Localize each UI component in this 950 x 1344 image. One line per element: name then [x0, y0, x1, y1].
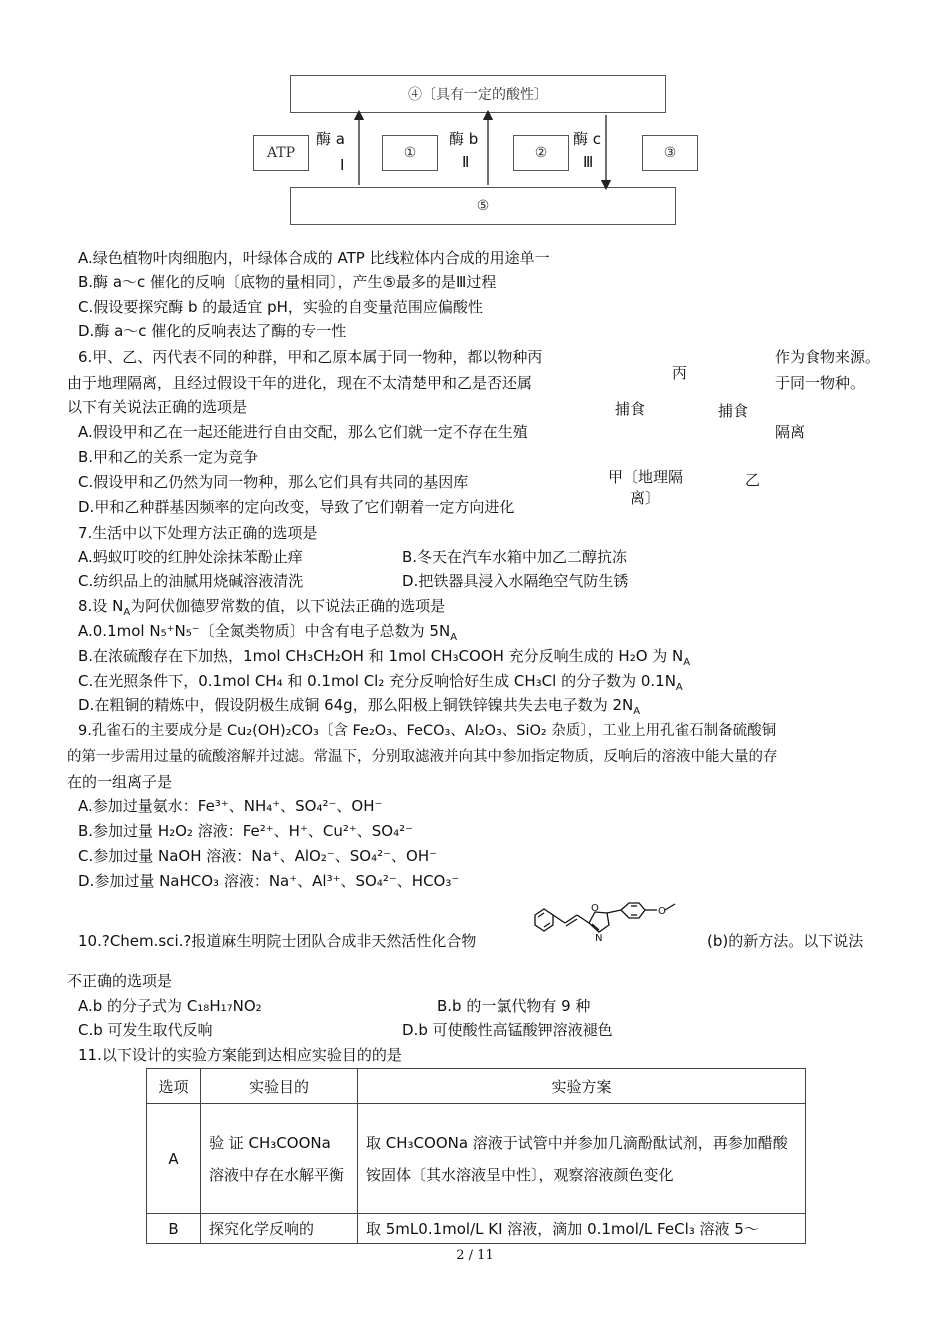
box-1: ①: [382, 135, 438, 171]
table-header-option: 选项: [147, 1069, 201, 1104]
mol-atom-n: N: [595, 933, 603, 944]
q9-stem-2: 的第一步需用过量的硫酸溶解并过滤。常温下，分别取滤液并向其中参加指定物质，反响后的溶液中能大量的存: [67, 749, 778, 765]
fig-yi: 乙: [745, 471, 761, 489]
q6-isolation-word: 隔离: [775, 423, 806, 441]
q6-option-a: A.假设甲和乙在一起还能进行自由交配，那么它们就一定不存在生殖: [78, 423, 528, 441]
q6-stem-1: 6.甲、乙、丙代表不同的种群，甲和乙原本属于同一物种，都以物种丙: [78, 348, 543, 366]
q10-option-b: B.b 的一氯代物有 9 种: [437, 997, 591, 1015]
table-header-plan: 实验方案: [358, 1069, 806, 1104]
molecule-structure-b: [525, 893, 715, 953]
q7-option-d: D.把铁器具浸入水隔绝空气防生锈: [402, 572, 629, 590]
table-cell-plan: 取 CH₃COONa 溶液于试管中并参加几滴酚酞试剂，再参加醋酸铵固体〔其水溶液呈中性〕，观察溶液颜色变化: [358, 1104, 806, 1214]
enzyme-c-label: 酶 c: [573, 130, 602, 148]
table-row: [147, 1104, 806, 1214]
q8-option-c: C.在光照条件下，0.1mol CH₄ 和 0.1mol Cl₂ 充分反响恰好生成 CH₃Cl 的分子数为 $0.1N_A$: [78, 672, 683, 693]
bottom-box: ⑤: [290, 187, 676, 225]
q7-option-b: B.冬天在汽车水箱中加乙二醇抗冻: [402, 548, 628, 566]
q8-option-d: D.在粗铜的精炼中，假设阴极生成铜 64g，那么阳极上铜铁锌镍共失去电子数为 $2N_A$: [78, 696, 641, 717]
fig-li: 离〕: [630, 489, 661, 507]
q10-stem-post: (b)的新方法。以下说法: [707, 932, 864, 950]
q7-option-c: C.纺织品上的油腻用烧碱溶液清洗: [78, 572, 304, 590]
enzyme-b-label: 酶 b: [449, 130, 479, 148]
top-box: ④〔具有一定的酸性〕: [290, 75, 666, 113]
q7-option-a: A.蚂蚁叮咬的红肿处涂抹苯酚止痒: [78, 548, 303, 566]
step-2-label: Ⅱ: [462, 153, 470, 171]
q6-stem-2-end: 于同一物种。: [775, 374, 866, 392]
q5-option-a: A.绿色植物叶肉细胞内，叶绿体合成的 ATP 比线粒体内合成的用途单一: [78, 249, 550, 267]
q6-stem-3: 以下有关说法正确的选项是: [67, 398, 248, 416]
table-cell-option: A: [147, 1104, 201, 1214]
q10-option-c: C.b 可发生取代反响: [78, 1021, 213, 1039]
q11-stem: 11.以下设计的实验方案能到达相应实验目的的是: [78, 1046, 402, 1064]
table-header-purpose: 实验目的: [201, 1069, 358, 1104]
q8-stem: 8.设 $N_A$为阿伏伽德罗常数的值，以下说法正确的选项是: [78, 597, 446, 618]
fig-jia: 甲〔地理隔: [608, 468, 684, 486]
fig-prey-1: 捕食: [615, 400, 646, 418]
table-cell-purpose: 验 证 CH₃COONa 溶液中存在水解平衡: [201, 1104, 358, 1214]
q9-stem-1: 9.孔雀石的主要成分是 Cu₂(OH)₂CO₃〔含 Fe₂O₃、FeCO₃、Al₂O₃、SiO₂ 杂质〕，工业上用孔雀石制备硫酸铜: [78, 723, 777, 739]
q5-option-d: D.酶 a～c 催化的反响表达了酶的专一性: [78, 322, 347, 340]
mol-atom-o-ring: O: [591, 903, 599, 914]
page-number: 2 / 11: [456, 1248, 494, 1263]
q9-stem-3: 在的一组离子是: [67, 773, 173, 791]
q9-option-a: A.参加过量氨水：Fe³⁺、NH₄⁺、SO₄²⁻、OH⁻: [78, 797, 383, 815]
q8-option-a: A.0.1mol N₅⁺N₅⁻〔全氮类物质〕中含有电子总数为 $5N_A$: [78, 622, 458, 643]
enzyme-a-label: 酶 a: [316, 130, 345, 148]
q8-option-b: B.在浓硫酸存在下加热，1mol CH₃CH₂OH 和 1mol CH₃COOH 充分反响生成的 H₂O 为 $N_A$: [78, 647, 691, 668]
table-cell-plan: 取 5mL0.1mol/L KI 溶液，滴加 0.1mol/L FeCl₃ 溶液 5～: [358, 1214, 806, 1244]
fig-bing: 丙: [672, 364, 688, 382]
table-row: [147, 1214, 806, 1244]
q10-stem-2: 不正确的选项是: [67, 972, 173, 990]
q6-option-d: D.甲和乙种群基因频率的定向改变，导致了它们朝着一定方向进化: [78, 498, 515, 516]
experiment-table: [146, 1068, 806, 1244]
q5-option-c: C.假设要探究酶 b 的最适宜 pH，实验的自变量范围应偏酸性: [78, 298, 483, 316]
fig-prey-2: 捕食: [718, 402, 749, 420]
q6-option-c: C.假设甲和乙仍然为同一物种，那么它们具有共同的基因库: [78, 473, 469, 491]
atp-box: ATP: [253, 135, 309, 171]
q9-option-b: B.参加过量 H₂O₂ 溶液：Fe²⁺、H⁺、Cu²⁺、SO₄²⁻: [78, 822, 414, 840]
q9-option-c: C.参加过量 NaOH 溶液：Na⁺、AlO₂⁻、SO₄²⁻、OH⁻: [78, 847, 438, 865]
q6-stem-2: 由于地理隔离，且经过假设干年的进化，现在不太清楚甲和乙是否还属: [67, 374, 533, 392]
q5-option-b: B.酶 a～c 催化的反响〔底物的量相同〕，产生⑤最多的是Ⅲ过程: [78, 273, 497, 291]
q9-option-d: D.参加过量 NaHCO₃ 溶液：Na⁺、Al³⁺、SO₄²⁻、HCO₃⁻: [78, 872, 460, 890]
table-header-row: [147, 1069, 806, 1104]
box-3: ③: [642, 135, 698, 171]
step-3-label: Ⅲ: [583, 153, 594, 171]
q10-stem-pre: 10.?Chem.sci.?报道麻生明院士团队合成非天然活性化合物: [78, 932, 477, 950]
table-cell-option: B: [147, 1214, 201, 1244]
q7-stem: 7.生活中以下处理方法正确的选项是: [78, 524, 318, 542]
step-1-label: Ⅰ: [340, 156, 345, 174]
q6-stem-1-end: 作为食物来源。: [775, 348, 881, 366]
q6-option-b: B.甲和乙的关系一定为竞争: [78, 448, 259, 466]
q10-option-a: A.b 的分子式为 C₁₈H₁₇NO₂: [78, 997, 262, 1015]
q10-option-d: D.b 可使酸性高锰酸钾溶液褪色: [402, 1021, 613, 1039]
mol-atom-o-methoxy: O: [658, 906, 666, 917]
table-cell-purpose: 探究化学反响的: [201, 1214, 358, 1244]
box-2: ②: [513, 135, 569, 171]
